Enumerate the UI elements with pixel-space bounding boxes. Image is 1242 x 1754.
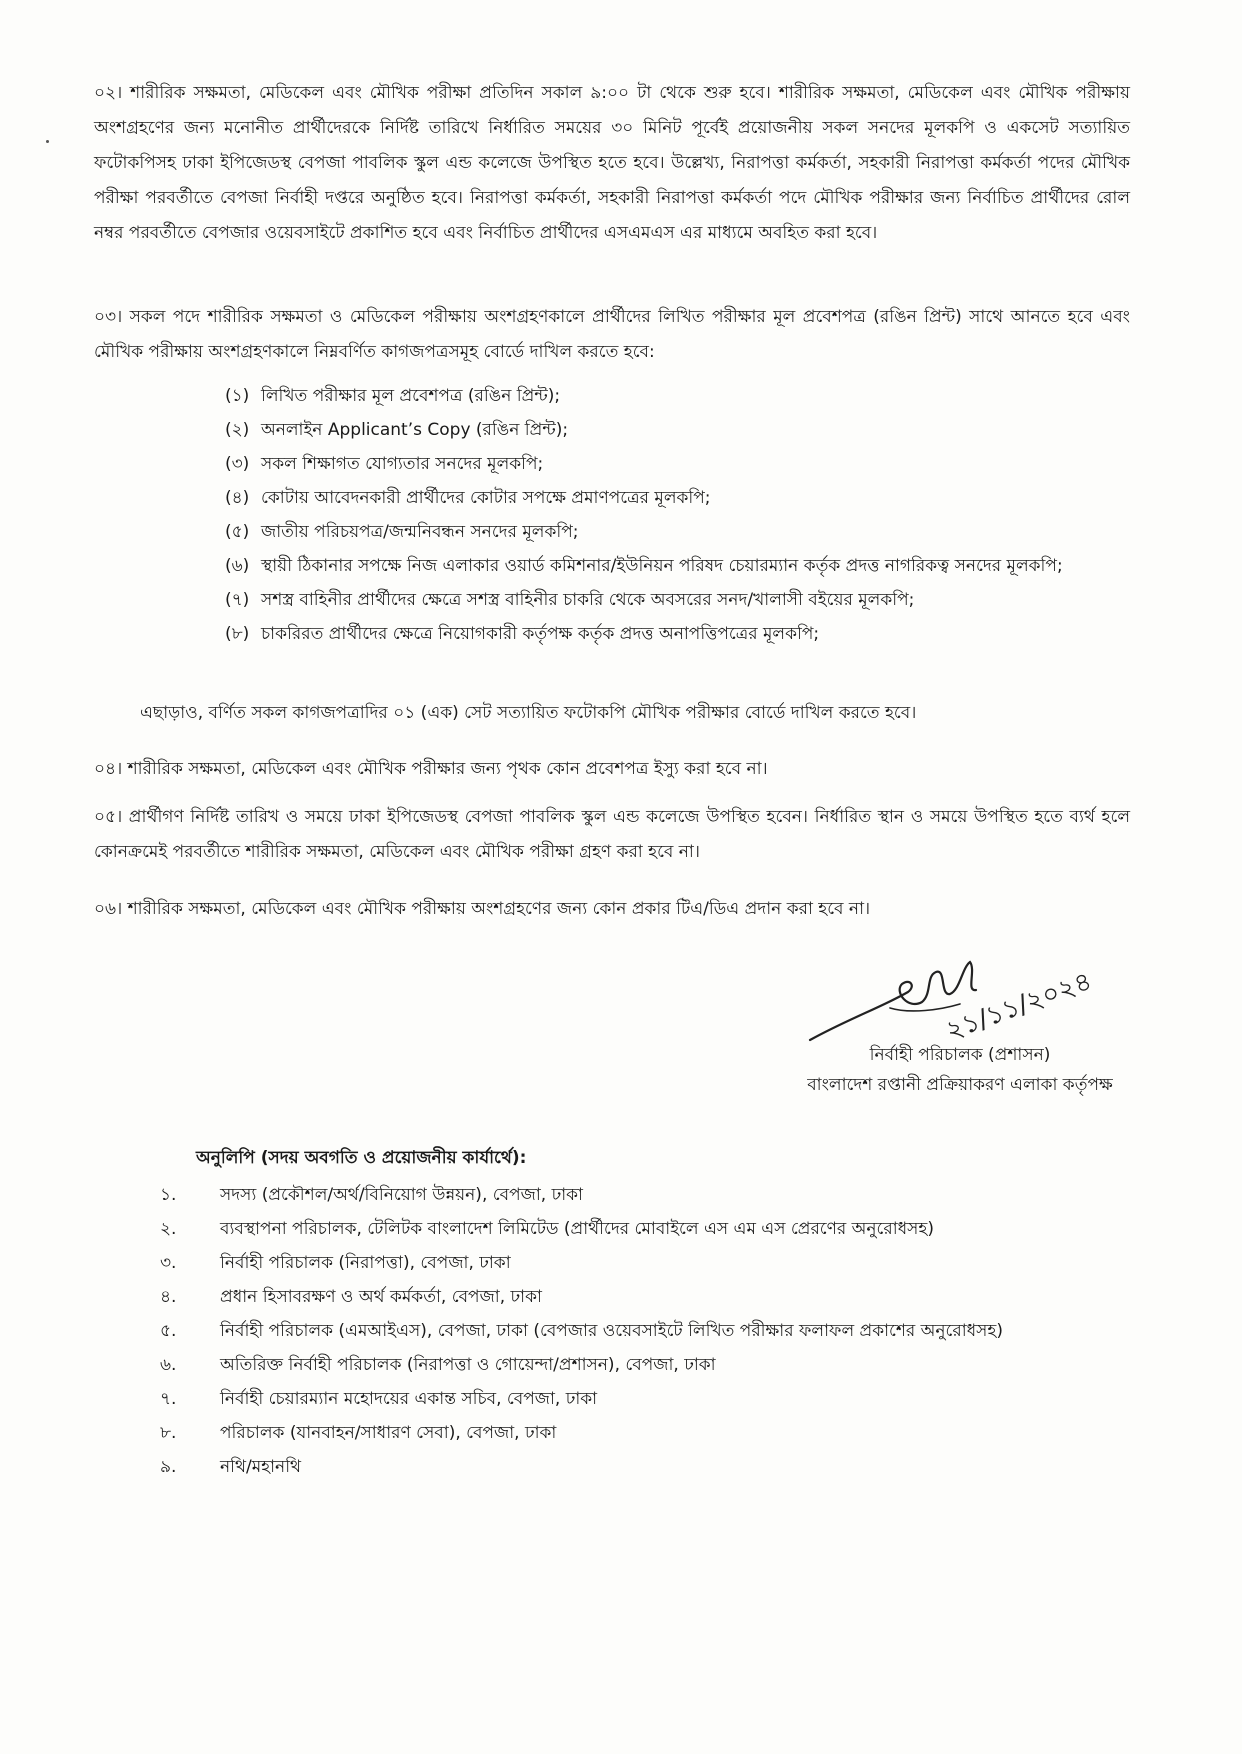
item-number: (৫) bbox=[225, 522, 250, 542]
signatory-designation: নির্বাহী পরিচালক (প্রশাসন) bbox=[869, 1045, 1051, 1065]
list-item bbox=[225, 414, 1130, 446]
required-documents-list bbox=[225, 380, 1130, 652]
item-number: (৮) bbox=[225, 624, 250, 644]
item-text: ব্যবস্থাপনা পরিচালক, টেলিটক বাংলাদেশ লিমিটেড (প্রার্থীদের মোবাইলে এস এম এস প্রেরণের অনুরোধসহ) bbox=[220, 1219, 934, 1239]
list-item bbox=[160, 1178, 1120, 1212]
paragraph-03: ০৩। সকল পদে শারীরিক সক্ষমতা ও মেডিকেল পরীক্ষায় অংশগ্রহণকালে প্রার্থীদের লিখিত পরীক্ষার মূল প্রবেশপত্র (রঙিন প্রিন্ট) সাথে আনতে হবে এবং মৌখিক পরীক্ষায় অংশগ্রহণকালে নিম্নবর্ণিত কাগজপত্রসমূহ বোর্ডে দাখিল করতে হবে: bbox=[94, 307, 1130, 362]
item-text: সশস্ত্র বাহিনীর প্রার্থীদের ক্ষেত্রে সশস্ত্র বাহিনীর চাকরি থেকে অবসরের সনদ/খালাসী বইয়ের মূলকপি; bbox=[261, 590, 915, 610]
item-text: জাতীয় পরিচয়পত্র/জন্মনিবন্ধন সনদের মূলকপি; bbox=[261, 522, 579, 542]
list-item bbox=[225, 448, 1130, 480]
item-text: চাকরিরত প্রার্থীদের ক্ষেত্রে নিয়োগকারী কর্তৃপক্ষ কর্তৃক প্রদত্ত অনাপত্তিপত্রের মূলকপি; bbox=[261, 624, 820, 644]
item-number: (৪) bbox=[225, 488, 250, 508]
item-text: অনলাইন Applicant’s Copy (রঙিন প্রিন্ট); bbox=[261, 420, 569, 440]
copy-to-list bbox=[160, 1178, 1120, 1484]
signature-date: ২১/১১/২০২৪ bbox=[942, 966, 1096, 1047]
copy-to-title: অনুলিপি (সদয় অবগতি ও প্রয়োজনীয় কার্যার্থে): bbox=[196, 1148, 527, 1168]
list-item bbox=[160, 1246, 1120, 1280]
item-text: নির্বাহী চেয়ারম্যান মহোদয়ের একান্ত সচিব, বেপজা, ঢাকা bbox=[220, 1389, 598, 1409]
item-number: ১. bbox=[160, 1185, 177, 1205]
item-number: (৩) bbox=[225, 454, 250, 474]
item-text: নির্বাহী পরিচালক (নিরাপত্তা), বেপজা, ঢাকা bbox=[220, 1253, 511, 1273]
paragraph-02: ০২। শারীরিক সক্ষমতা, মেডিকেল এবং মৌখিক পরীক্ষা প্রতিদিন সকাল ৯:০০ টা থেকে শুরু হবে। শারীরিক সক্ষমতা, মেডিকেল এবং মৌখিক পরীক্ষায় অংশগ্রহণের জন্য মনোনীত প্রার্থীদেরকে নির্দিষ্ট তারিখে নির্ধারিত সময়ের ৩০ মিনিট পূর্বেই প্রয়োজনীয় সকল সনদের মূলকপি ও একসেট সত্যায়িত ফটোকপিসহ ঢাকা ইপিজেডস্থ বেপজা পাবলিক স্কুল এন্ড কলেজে উপস্থিত হতে হবে। উল্লেখ্য, নিরাপত্তা কর্মকর্তা, সহকারী নিরাপত্তা কর্মকর্তা পদের মৌখিক পরীক্ষা পরবর্তীতে বেপজা নির্বাহী দপ্তরে অনুষ্ঠিত হবে। নিরাপত্তা কর্মকর্তা, সহকারী নিরাপত্তা কর্মকর্তা পদে মৌখিক পরীক্ষার জন্য নির্বাচিত প্রার্থীদের রোল নম্বর পরবর্তীতে বেপজার ওয়েবসাইটে প্রকাশিত হবে এবং নির্বাচিত প্রার্থীদের এসএমএস এর মাধ্যমে অবহিত করা হবে। bbox=[94, 83, 1130, 243]
list-item bbox=[160, 1382, 1120, 1416]
list-item bbox=[225, 380, 1130, 412]
list-item bbox=[225, 584, 1130, 616]
item-number: ৩. bbox=[160, 1253, 177, 1273]
item-text: স্থায়ী ঠিকানার সপক্ষে নিজ এলাকার ওয়ার্ড কমিশনার/ইউনিয়ন পরিষদ চেয়ারম্যান কর্তৃক প্রদত্ত নাগরিকত্ব সনদের মূলকপি; bbox=[261, 556, 1063, 576]
item-text: সদস্য (প্রকৌশল/অর্থ/বিনিয়োগ উন্নয়ন), বেপজা, ঢাকা bbox=[220, 1185, 583, 1205]
item-text: লিখিত পরীক্ষার মূল প্রবেশপত্র (রঙিন প্রিন্ট); bbox=[261, 386, 561, 406]
item-number: ৯. bbox=[160, 1457, 177, 1477]
item-text: নির্বাহী পরিচালক (এমআইএস), বেপজা, ঢাকা (বেপজার ওয়েবসাইটে লিখিত পরীক্ষার ফলাফল প্রকাশের অনুরোধসহ) bbox=[220, 1321, 1003, 1341]
paragraph-04: ০৪। শারীরিক সক্ষমতা, মেডিকেল এবং মৌখিক পরীক্ষার জন্য পৃথক কোন প্রবেশপত্র ইস্যু করা হবে না। bbox=[94, 759, 768, 779]
item-text: নথি/মহানথি bbox=[220, 1457, 302, 1477]
item-number: (২) bbox=[225, 420, 250, 440]
item-number: (১) bbox=[225, 386, 250, 406]
item-text: সকল শিক্ষাগত যোগ্যতার সনদের মূলকপি; bbox=[261, 454, 544, 474]
item-number: ৭. bbox=[160, 1389, 177, 1409]
item-number: ৫. bbox=[160, 1321, 177, 1341]
list-item bbox=[160, 1450, 1120, 1484]
item-text: পরিচালক (যানবাহন/সাধারণ সেবা), বেপজা, ঢাকা bbox=[220, 1423, 557, 1443]
item-text: প্রধান হিসাবরক্ষণ ও অর্থ কর্মকর্তা, বেপজা, ঢাকা bbox=[220, 1287, 542, 1307]
paragraph-extra: এছাড়াও, বর্ণিত সকল কাগজপত্রাদির ০১ (এক) সেট সত্যায়িত ফটোকপি মৌখিক পরীক্ষার বোর্ডে দাখিল করতে হবে। bbox=[140, 703, 917, 723]
item-number: (৬) bbox=[225, 556, 250, 576]
list-item bbox=[225, 550, 1130, 582]
signatory-block bbox=[760, 1040, 1160, 1100]
item-number: (৭) bbox=[225, 590, 250, 610]
list-item bbox=[225, 516, 1130, 548]
scan-speck bbox=[46, 140, 49, 143]
list-item bbox=[160, 1212, 1120, 1246]
list-item bbox=[225, 482, 1130, 514]
signatory-organization: বাংলাদেশ রপ্তানী প্রক্রিয়াকরণ এলাকা কর্তৃপক্ষ bbox=[807, 1075, 1113, 1095]
item-number: ৬. bbox=[160, 1355, 177, 1375]
paragraph-05: ০৫। প্রার্থীগণ নির্দিষ্ট তারিখ ও সময়ে ঢাকা ইপিজেডস্থ বেপজা পাবলিক স্কুল এন্ড কলেজে উপস্থিত হবেন। নির্ধারিত স্থান ও সময়ে উপস্থিত হতে ব্যর্থ হলে কোনক্রমেই পরবর্তীতে শারীরিক সক্ষমতা, মেডিকেল এবং মৌখিক পরীক্ষা গ্রহণ করা হবে না। bbox=[94, 807, 1130, 862]
item-text: অতিরিক্ত নির্বাহী পরিচালক (নিরাপত্তা ও গোয়েন্দা/প্রশাসন), বেপজা, ঢাকা bbox=[220, 1355, 716, 1375]
item-number: ৪. bbox=[160, 1287, 177, 1307]
list-item bbox=[160, 1348, 1120, 1382]
item-number: ৮. bbox=[160, 1423, 177, 1443]
list-item bbox=[160, 1416, 1120, 1450]
list-item bbox=[160, 1314, 1120, 1348]
item-number: ২. bbox=[160, 1219, 177, 1239]
paragraph-06: ০৬। শারীরিক সক্ষমতা, মেডিকেল এবং মৌখিক পরীক্ষায় অংশগ্রহণের জন্য কোন প্রকার টিএ/ডিএ প্রদান করা হবে না। bbox=[94, 899, 871, 919]
list-item bbox=[160, 1280, 1120, 1314]
list-item bbox=[225, 618, 1130, 650]
item-text: কোটায় আবেদনকারী প্রার্থীদের কোটার সপক্ষে প্রমাণপত্রের মূলকপি; bbox=[261, 488, 711, 508]
